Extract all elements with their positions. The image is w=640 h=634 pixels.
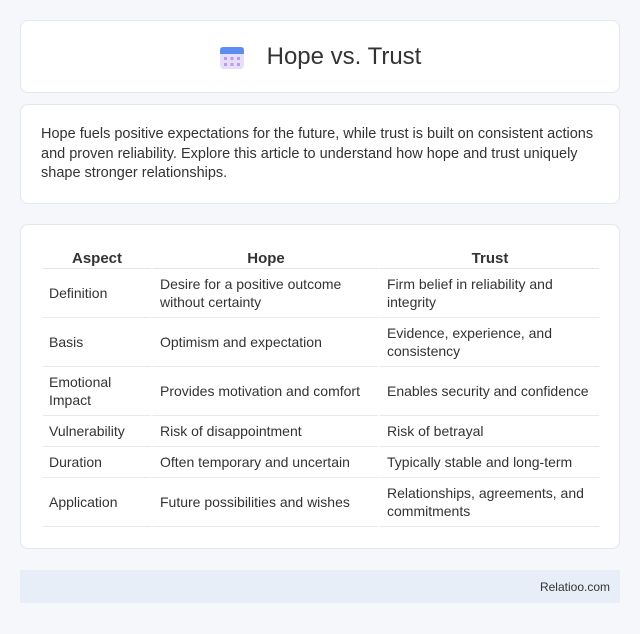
aspect-cell: Definition xyxy=(43,269,151,318)
hope-cell: Desire for a positive outcome without certainty xyxy=(151,269,378,318)
trust-cell: Evidence, experience, and consistency xyxy=(378,318,599,367)
trust-cell: Enables security and confidence xyxy=(378,367,599,416)
header-aspect: Aspect xyxy=(43,245,151,269)
table-row xyxy=(43,447,599,478)
comparison-card xyxy=(20,224,620,549)
table-row xyxy=(43,478,599,527)
hope-cell: Future possibilities and wishes xyxy=(151,478,378,527)
aspect-cell: Basis xyxy=(43,318,151,367)
table-row xyxy=(43,269,599,318)
footer-brand: Relatioo.com xyxy=(539,579,610,594)
table-row xyxy=(43,416,599,447)
hope-cell: Provides motivation and comfort xyxy=(151,367,378,416)
footer-bar xyxy=(20,570,620,603)
table-row xyxy=(43,367,599,416)
trust-cell: Relationships, agreements, and commitments xyxy=(378,478,599,527)
title-wrap xyxy=(219,43,422,71)
aspect-cell: Vulnerability xyxy=(43,416,151,447)
comparison-table xyxy=(43,245,599,527)
table-row xyxy=(43,318,599,367)
intro-card xyxy=(20,104,620,204)
header-hope: Hope xyxy=(151,245,378,269)
trust-cell: Firm belief in reliability and integrity xyxy=(378,269,599,318)
aspect-cell: Emotional Impact xyxy=(43,367,151,416)
trust-cell: Typically stable and long-term xyxy=(378,447,599,478)
table-header-row xyxy=(43,245,599,269)
hope-cell: Risk of disappointment xyxy=(151,416,378,447)
hope-cell: Often temporary and uncertain xyxy=(151,447,378,478)
hope-cell: Optimism and expectation xyxy=(151,318,378,367)
calendar-icon xyxy=(219,44,245,70)
aspect-cell: Duration xyxy=(43,447,151,478)
header-trust: Trust xyxy=(378,245,599,269)
page-title: Hope vs. Trust xyxy=(266,42,422,70)
intro-text: Hope fuels positive expectations for the future, while trust is built on consistent actions and proven reliability. Explore this article to understand how hope and trust uniquely shape stronger relationships. xyxy=(41,126,594,181)
aspect-cell: Application xyxy=(43,478,151,527)
title-card xyxy=(20,20,620,93)
trust-cell: Risk of betrayal xyxy=(378,416,599,447)
